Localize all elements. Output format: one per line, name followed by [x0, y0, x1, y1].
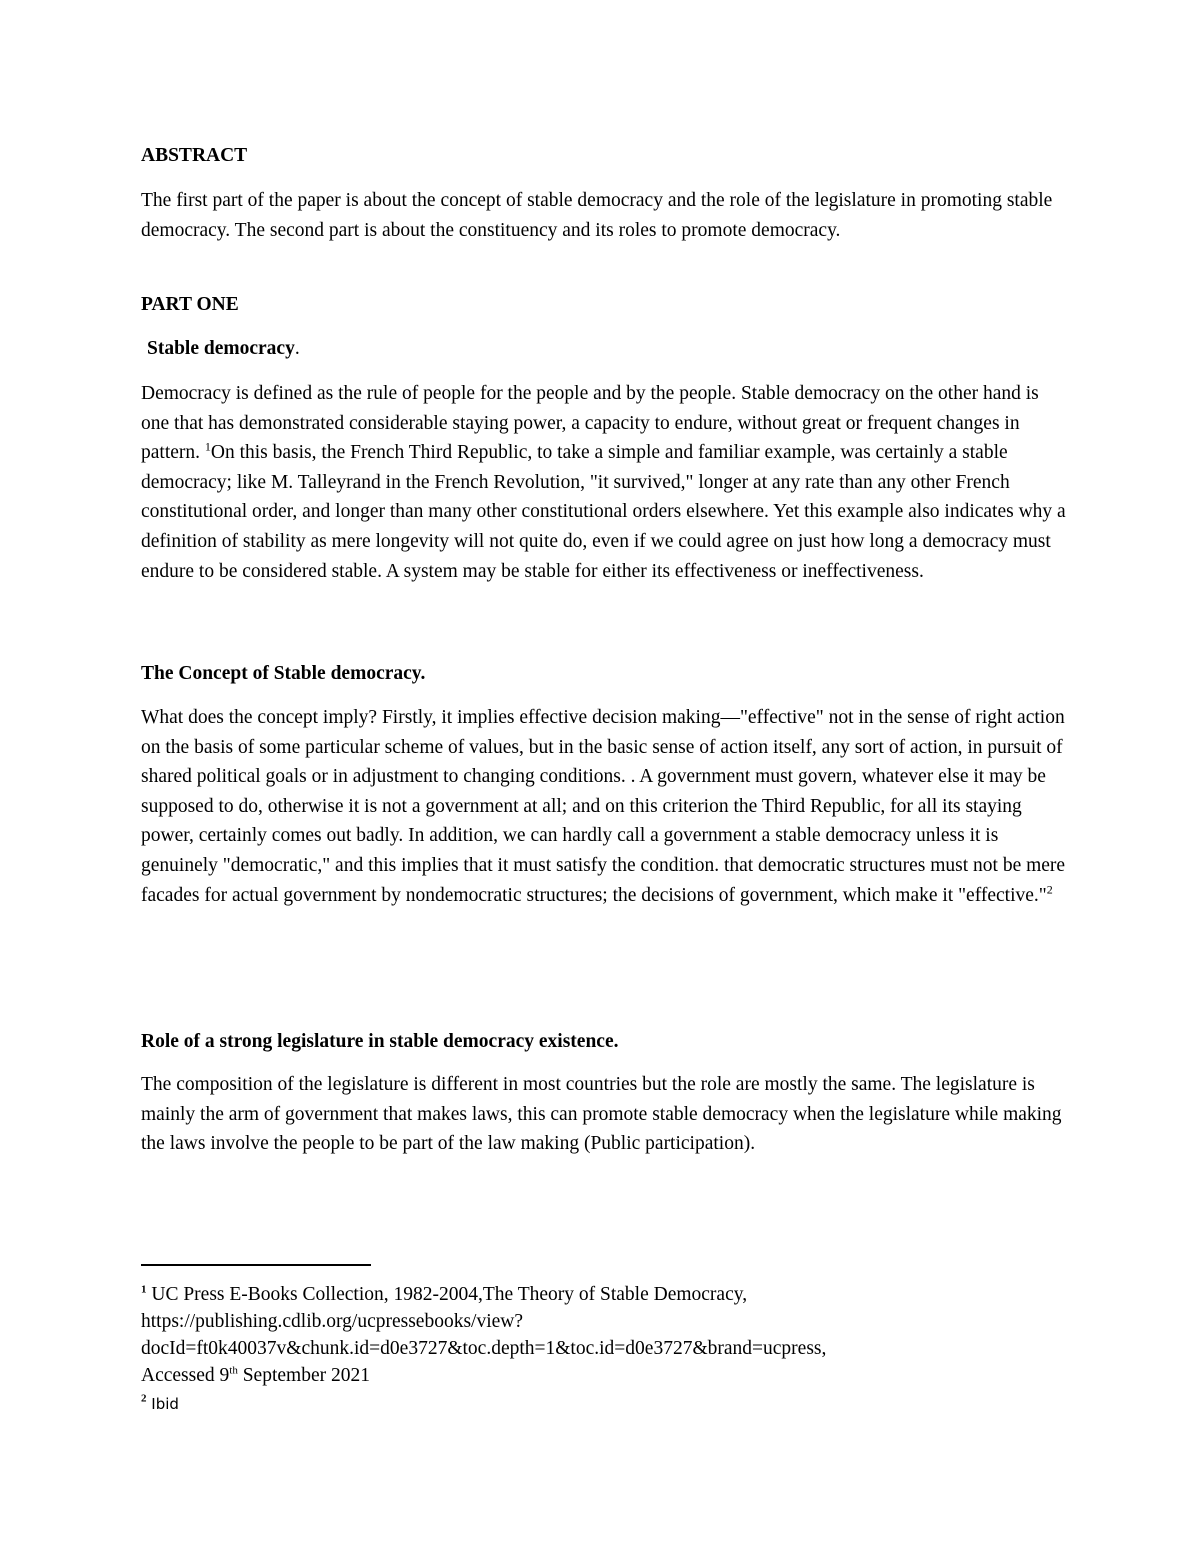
footnote-1 [141, 1281, 1071, 1389]
footnote-2 [141, 1390, 1071, 1418]
legislature-heading: Role of a strong legislature in stable democracy existence. [141, 1031, 619, 1052]
footnote-ref-2[interactable]: 2 [1046, 882, 1053, 897]
footnote-1-accessed: Accessed 9 [141, 1365, 230, 1386]
footnote-1-mark: 1 [141, 1283, 147, 1296]
legislature-paragraph: The composition of the legislature is different in most countries but the role are mostly the same. The legislature is mainly the arm of government that makes laws, this can promote stable democracy when the legislature while making the laws involve the people to be part of the law making (Public participation). [141, 1074, 1062, 1155]
stable-democracy-text-part1: Democracy is defined as the rule of people for the people and by the people. Stable democracy on the other hand is one that has demonstrated considerable staying power, a capacity to endure, without great or frequent changes in pattern. [141, 383, 1039, 464]
part-one-heading: PART ONE [141, 294, 239, 315]
footnote-1-link-line2[interactable]: docId=ft0k40037v&chunk.id=d0e3727&toc.depth=1&toc.id=d0e3727&brand=ucpress, [141, 1338, 827, 1359]
footnote-1-accessed-sup: th [229, 1364, 238, 1377]
footnote-1-link-line1[interactable]: https://publishing.cdlib.org/ucpressebooks/view? [141, 1311, 524, 1332]
footnote-separator [141, 1264, 371, 1266]
footnote-1-accessed-date: September 2021 [237, 1365, 370, 1386]
stable-democracy-paragraph [141, 379, 1071, 586]
concept-heading: The Concept of Stable democracy. [141, 663, 426, 684]
stable-democracy-heading-suffix: . [294, 338, 300, 359]
concept-text: What does the concept imply? Firstly, it implies effective decision making—"effective" not in the sense of right action on the basis of some particular scheme of values, but in the basic sense of action itself, any sort of action, in pursuit of shared political goals or in adjustment to changing conditions. . A government must govern, whatever else it may be supposed to do, otherwise it is not a government at all; and on this criterion the Third Republic, for all its staying power, certainly comes out badly. In addition, we can hardly call a government a stable democracy unless it is genuinely "democratic," and this implies that it must satisfy the condition. that democratic structures must not be mere facades for actual government by nondemocratic structures; the decisions of government, which make it "effective." [141, 707, 1066, 906]
abstract-heading: ABSTRACT [141, 145, 248, 166]
concept-paragraph [141, 703, 1071, 910]
footnote-1-line1: UC Press E-Books Collection, 1982-2004,The Theory of Stable Democracy, [146, 1284, 748, 1305]
stable-democracy-heading-text: Stable democracy [147, 338, 295, 359]
stable-democracy-text-part2: On this basis, the French Third Republic, to take a simple and familiar example, was certainly a stable democracy; like M. Talleyrand in the French Revolution, "it survived," longer at any rate than any other French constitutional order, and longer than many other constitutional orders elsewhere. Yet this example also indicates why a definition of stability as mere longevity will not quite do, even if we could agree on just how long a democracy must endure to be considered stable. A system may be stable for either its effectiveness or ineffectiveness. [141, 442, 1066, 582]
footnote-2-mark: 2 [141, 1392, 147, 1405]
footnote-2-text: Ibid [146, 1395, 179, 1413]
abstract-paragraph: The first part of the paper is about the concept of stable democracy and the role of the legislature in promoting stable democracy. The second part is about the constituency and its roles to promote democracy. [141, 190, 1053, 241]
stable-democracy-heading [147, 334, 1077, 364]
footnote-ref-1[interactable]: 1 [204, 439, 211, 454]
